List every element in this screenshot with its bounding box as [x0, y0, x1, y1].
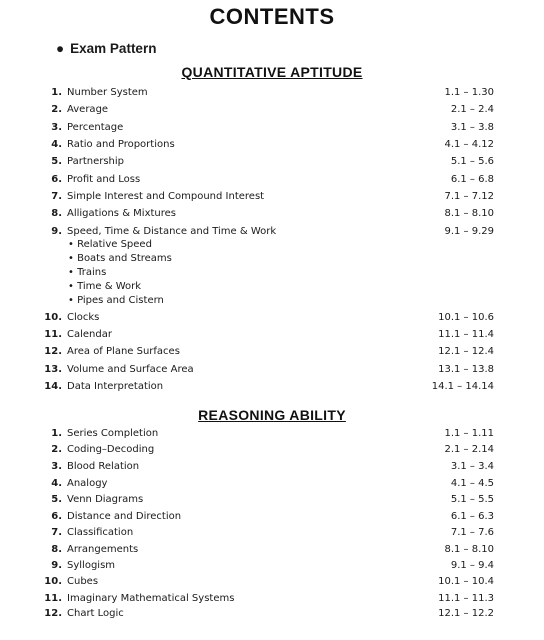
toc-row[interactable]: [0, 85, 544, 101]
section-heading-quantitative: QUANTITATIVE APTITUDE: [181, 64, 363, 80]
toc-row[interactable]: [0, 327, 544, 343]
toc-label: Venn Diagrams: [67, 494, 144, 505]
toc-subitem[interactable]: • Boats and Streams: [68, 253, 172, 264]
toc-subitem[interactable]: • Pipes and Cistern: [68, 295, 164, 306]
toc-row[interactable]: [0, 137, 544, 153]
toc-number: 9.: [51, 560, 62, 571]
exam-pattern-label: Exam Pattern: [70, 41, 157, 56]
toc-number: 8.: [51, 208, 62, 219]
toc-number: 1.: [51, 428, 62, 439]
toc-label: Average: [67, 104, 109, 115]
bullet-icon: ●: [56, 41, 65, 56]
toc-row[interactable]: [0, 172, 544, 188]
toc-row[interactable]: [0, 154, 544, 170]
toc-row[interactable]: [0, 189, 544, 205]
toc-pages: 8.1 – 8.10: [444, 544, 494, 555]
toc-row[interactable]: [0, 574, 544, 590]
toc-pages: 12.1 – 12.4: [438, 346, 494, 357]
toc-pages: 5.1 – 5.6: [450, 156, 494, 167]
toc-pages: 10.1 – 10.6: [438, 312, 494, 323]
toc-row[interactable]: [0, 459, 544, 475]
toc-row[interactable]: [0, 379, 544, 395]
toc-row[interactable]: [0, 206, 544, 222]
page-title: CONTENTS: [209, 4, 335, 29]
toc-label: Alligations & Mixtures: [67, 208, 177, 219]
toc-number: 6.: [51, 174, 62, 185]
toc-row[interactable]: [0, 476, 544, 492]
toc-pages: 11.1 – 11.4: [438, 329, 494, 340]
toc-row[interactable]: [0, 442, 544, 458]
toc-number: 13.: [44, 364, 62, 375]
toc-number: 6.: [51, 511, 62, 522]
toc-number: 10.: [44, 312, 62, 323]
toc-row[interactable]: [0, 362, 544, 378]
toc-subitem[interactable]: • Time & Work: [68, 281, 142, 292]
toc-row[interactable]: [0, 310, 544, 326]
toc-pages: 9.1 – 9.4: [450, 560, 494, 571]
toc-label: Calendar: [67, 329, 112, 340]
toc-label: Arrangements: [67, 544, 139, 555]
toc-pages: 13.1 – 13.8: [438, 364, 494, 375]
toc-number: 5.: [51, 494, 62, 505]
toc-row[interactable]: [0, 525, 544, 541]
toc-pages: 9.1 – 9.29: [444, 226, 494, 237]
toc-number: 3.: [51, 122, 62, 133]
toc-number: 2.: [51, 444, 62, 455]
toc-pages: 14.1 – 14.14: [431, 381, 494, 392]
toc-row[interactable]: [0, 591, 544, 607]
toc-number: 7.: [51, 191, 62, 202]
exam-pattern-item[interactable]: [56, 41, 156, 56]
toc-pages: 1.1 – 1.30: [444, 87, 494, 98]
toc-label: Data Interpretation: [67, 381, 164, 392]
toc-number: 11.: [44, 593, 62, 604]
toc-label: Series Completion: [67, 428, 159, 439]
toc-label: Ratio and Proportions: [67, 139, 175, 150]
toc-number: 4.: [51, 478, 62, 489]
toc-number: 12.: [44, 608, 62, 619]
toc-pages: 4.1 – 4.12: [444, 139, 494, 150]
toc-row[interactable]: [0, 102, 544, 118]
toc-pages: 6.1 – 6.8: [450, 174, 494, 185]
toc-pages: 6.1 – 6.3: [450, 511, 494, 522]
toc-subitem[interactable]: • Trains: [68, 267, 107, 278]
toc-label: Partnership: [67, 156, 125, 167]
toc-label: Profit and Loss: [67, 174, 141, 185]
toc-number: 14.: [44, 381, 62, 392]
toc-number: 9.: [51, 226, 62, 237]
toc-number: 8.: [51, 544, 62, 555]
toc-label: Speed, Time & Distance and Time & Work: [67, 226, 277, 237]
toc-label: Distance and Direction: [67, 511, 182, 522]
toc-row[interactable]: [0, 558, 544, 574]
toc-number: 7.: [51, 527, 62, 538]
toc-number: 12.: [44, 346, 62, 357]
toc-label: Simple Interest and Compound Interest: [67, 191, 265, 202]
toc-label: Cubes: [67, 576, 99, 587]
toc-row[interactable]: [0, 542, 544, 558]
toc-row[interactable]: [0, 509, 544, 525]
toc-number: 2.: [51, 104, 62, 115]
toc-pages: 5.1 – 5.5: [450, 494, 494, 505]
toc-label: Coding–Decoding: [67, 444, 155, 455]
toc-label: Clocks: [67, 312, 100, 323]
toc-pages: 12.1 – 12.2: [438, 608, 494, 619]
toc-number: 1.: [51, 87, 62, 98]
toc-subitem[interactable]: • Relative Speed: [68, 239, 152, 250]
toc-number: 10.: [44, 576, 62, 587]
toc-row[interactable]: [0, 120, 544, 136]
toc-pages: 7.1 – 7.6: [450, 527, 494, 538]
toc-pages: 8.1 – 8.10: [444, 208, 494, 219]
toc-label: Syllogism: [67, 560, 116, 571]
section-heading-reasoning: REASONING ABILITY: [198, 407, 346, 423]
toc-row[interactable]: [0, 426, 544, 442]
toc-number: 11.: [44, 329, 62, 340]
toc-pages: 1.1 – 1.11: [444, 428, 494, 439]
toc-row[interactable]: [0, 492, 544, 508]
toc-label: Percentage: [67, 122, 124, 133]
toc-number: 5.: [51, 156, 62, 167]
toc-label: Analogy: [67, 478, 108, 489]
toc-pages: 4.1 – 4.5: [450, 478, 494, 489]
toc-label: Chart Logic: [67, 608, 124, 619]
toc-label: Classification: [67, 527, 134, 538]
toc-pages: 10.1 – 10.4: [438, 576, 494, 587]
toc-row[interactable]: [0, 606, 544, 622]
toc-pages: 2.1 – 2.14: [444, 444, 494, 455]
toc-label: Blood Relation: [67, 461, 140, 472]
toc-pages: 3.1 – 3.4: [450, 461, 494, 472]
toc-label: Number System: [67, 87, 148, 98]
toc-label: Imaginary Mathematical Systems: [67, 593, 235, 604]
toc-pages: 11.1 – 11.3: [438, 593, 494, 604]
toc-number: 3.: [51, 461, 62, 472]
toc-number: 4.: [51, 139, 62, 150]
toc-label: Volume and Surface Area: [67, 364, 194, 375]
toc-pages: 3.1 – 3.8: [450, 122, 494, 133]
toc-label: Area of Plane Surfaces: [67, 346, 180, 357]
toc-row[interactable]: [0, 344, 544, 360]
toc-pages: 2.1 – 2.4: [450, 104, 494, 115]
toc-pages: 7.1 – 7.12: [444, 191, 494, 202]
